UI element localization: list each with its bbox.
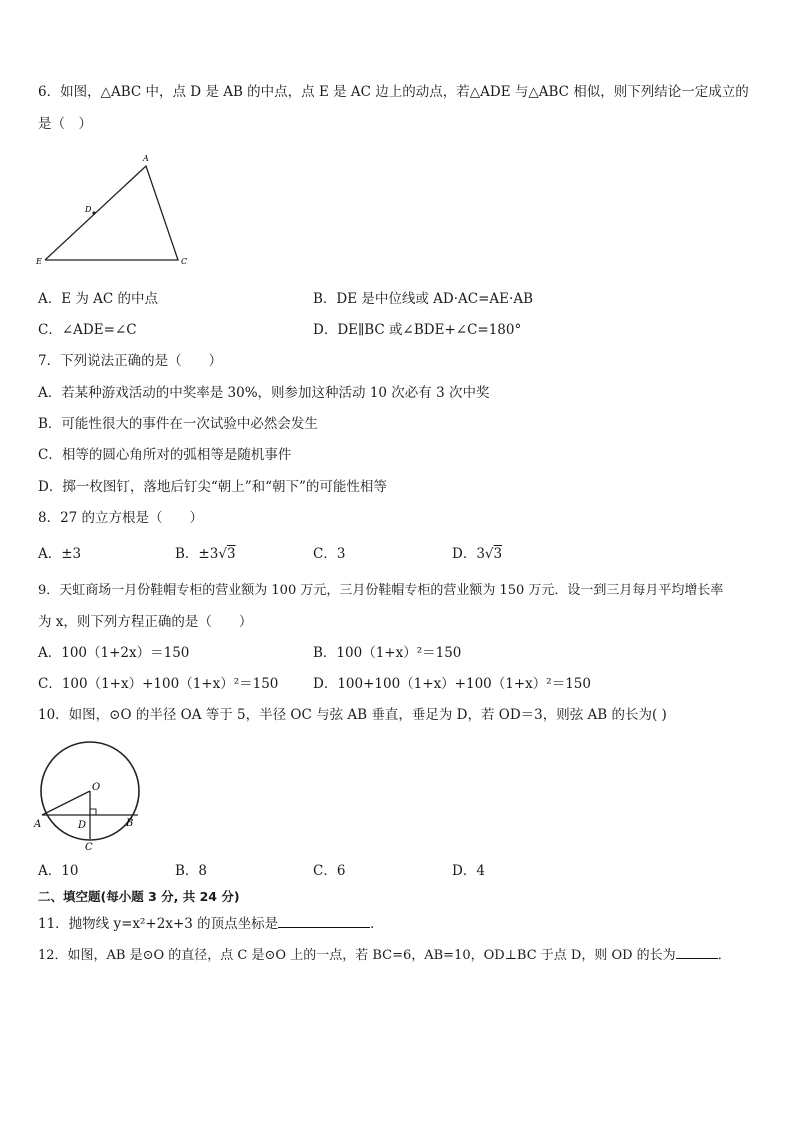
q10-label-D: D (78, 820, 87, 831)
q8-stem: 8．27 的立方根是（ ） (38, 510, 204, 526)
q8-option-b-radicand: 3 (226, 546, 236, 562)
q7-option-a: A．若某种游戏活动的中奖率是 30%，则参加这种活动 10 次必有 3 次中奖 (38, 385, 490, 401)
q12-answer-blank[interactable] (676, 946, 718, 959)
q10-stem: 10．如图，⊙O 的半径 OA 等于 5，半径 OC 与弦 AB 垂直，垂足为 D，若 OD＝3，则弦 AB 的长为( ) (38, 707, 667, 723)
q6-label-D: D (85, 205, 92, 214)
q12-line (38, 946, 731, 965)
q6-label-C: C (181, 257, 188, 266)
q10-option-a: A．10 (38, 863, 79, 879)
q9-stem-line1: 9．天虹商场一月份鞋帽专柜的营业额为 100 万元，三月份鞋帽专柜的营业额为 150 万元．设一到三月每月平均增长率 (38, 583, 724, 598)
section-heading: 二、填空题(每小题 3 分, 共 24 分) (38, 889, 240, 904)
q12-prefix: 12．如图，AB 是⊙O 的直径，点 C 是⊙O 上的一点，若 BC=6，AB=10，OD⊥BC 于点 D，则 OD 的长为 (38, 948, 676, 963)
q12-suffix: ． (717, 948, 731, 963)
q11-prefix: 11．抛物线 y=x²+2x+3 的顶点坐标是 (38, 916, 279, 932)
q6-stem-line1: 6．如图，△ABC 中，点 D 是 AB 的中点，点 E 是 AC 边上的动点，若△ADE 与△ABC 相似，则下列结论一定成立的 (38, 84, 749, 100)
q8-option-b-prefix: B．±3 (175, 546, 219, 562)
q8-option-d-radicand: 3 (493, 546, 503, 562)
q9-option-d: D．100+100（1+x）+100（1+x）²＝150 (313, 676, 591, 692)
q9-option-c: C．100（1+x）+100（1+x）²＝150 (38, 676, 279, 692)
q8-option-d (452, 545, 502, 563)
q10-option-d: D．4 (452, 863, 485, 879)
q10-label-O: O (92, 782, 101, 793)
q10-option-c: C．6 (313, 863, 346, 879)
q10-label-A: A (34, 819, 42, 830)
q8-option-d-prefix: D．3 (452, 546, 485, 562)
q10-label-C: C (85, 842, 93, 853)
q9-stem-line2: 为 x，则下列方程正确的是（ ） (38, 614, 253, 630)
q11-suffix: ． (370, 916, 384, 932)
q11-answer-blank[interactable] (278, 915, 370, 928)
q6-stem-line2: 是（ ） (38, 116, 92, 132)
sqrt-icon: √ (218, 546, 227, 562)
q9-option-a: A．100（1+2x）＝150 (38, 645, 190, 661)
sqrt-icon: √ (484, 546, 494, 562)
q11-line (38, 915, 384, 933)
q10-label-B: B (126, 818, 134, 829)
q8-option-a: A．±3 (38, 546, 82, 562)
q6-option-c: C．∠ADE=∠C (38, 322, 137, 338)
q6-option-d: D．DE∥BC 或∠BDE+∠C=180° (313, 322, 522, 338)
q7-option-b: B．可能性很大的事件在一次试验中必然会发生 (38, 416, 318, 432)
q6-triangle-figure (30, 150, 190, 270)
q10-circle-figure (32, 735, 152, 855)
q6-label-E: E (36, 257, 42, 266)
q7-option-c: C．相等的圆心角所对的弧相等是随机事件 (38, 447, 292, 463)
q7-stem: 7．下列说法正确的是（ ） (38, 353, 223, 369)
q8-option-b (175, 545, 236, 563)
q8-option-c: C．3 (313, 546, 346, 562)
q7-option-d: D．掷一枚图钉，落地后钉尖“朝上”和“朝下”的可能性相等 (38, 479, 387, 495)
q9-option-b: B．100（1+x）²＝150 (313, 645, 462, 661)
q6-option-a: A．E 为 AC 的中点 (38, 291, 159, 307)
q10-option-b: B．8 (175, 863, 208, 879)
q6-option-b: B．DE 是中位线或 AD·AC=AE·AB (313, 291, 534, 307)
q6-label-A: A (143, 154, 149, 163)
